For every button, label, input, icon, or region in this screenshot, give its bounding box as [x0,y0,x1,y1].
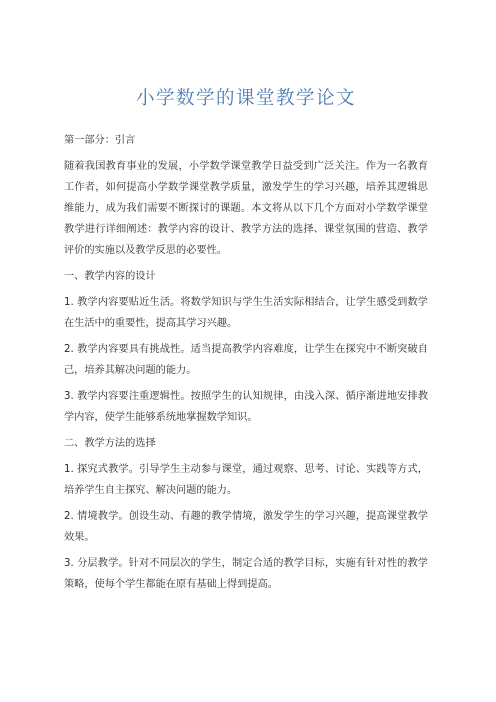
paragraph-method-1: 1. 探究式教学。引导学生主动参与课堂，通过观察、思考、讨论、实践等方式，培养学生自主探究、解决问题的能力。 [64,464,428,496]
section-heading-method-choice: 二、教学方法的选择 [64,438,156,449]
section-heading-intro: 第一部分：引言 [64,135,136,146]
intro-paragraph: 随着我国教育事业的发展，小学数学课堂教学日益受到广泛关注。作为一名教育工作者，如何提高小学数学课堂教学质量，激发学生的学习兴趣，培养其逻辑思维能力，成为我们需要不断探讨的课题。本文将从以下几个方面对小学数学课堂教学进行详细阐述：教学内容的设计、教学方法的选择、课堂氛围的营造、教学评价的实施以及教学反思的必要性。 [64,161,428,256]
page-title: 小学数学的课堂教学论文 [135,88,356,109]
section-heading-content-design: 一、教学内容的设计 [64,271,156,282]
paragraph-content-design-1: 1. 教学内容要贴近生活。将数学知识与学生生活实际相结合，让学生感受到数学在生活中的重要性，提高其学习兴趣。 [64,297,428,329]
paragraph-method-2: 2. 情境教学。创设生动、有趣的教学情境，激发学生的学习兴趣，提高课堂教学效果。 [64,511,428,543]
paragraph-content-design-3: 3. 教学内容要注重逻辑性。按照学生的认知规律，由浅入深、循序渐进地安排教学内容，使学生能够系统地掌握数学知识。 [64,391,428,423]
paragraph-method-3: 3. 分层教学。针对不同层次的学生，制定合适的教学目标，实施有针对性的教学策略，使每个学生都能在原有基础上得到提高。 [64,558,428,590]
paragraph-content-design-2: 2. 教学内容要具有挑战性。适当提高教学内容难度，让学生在探究中不断突破自己，培养其解决问题的能力。 [64,344,428,376]
